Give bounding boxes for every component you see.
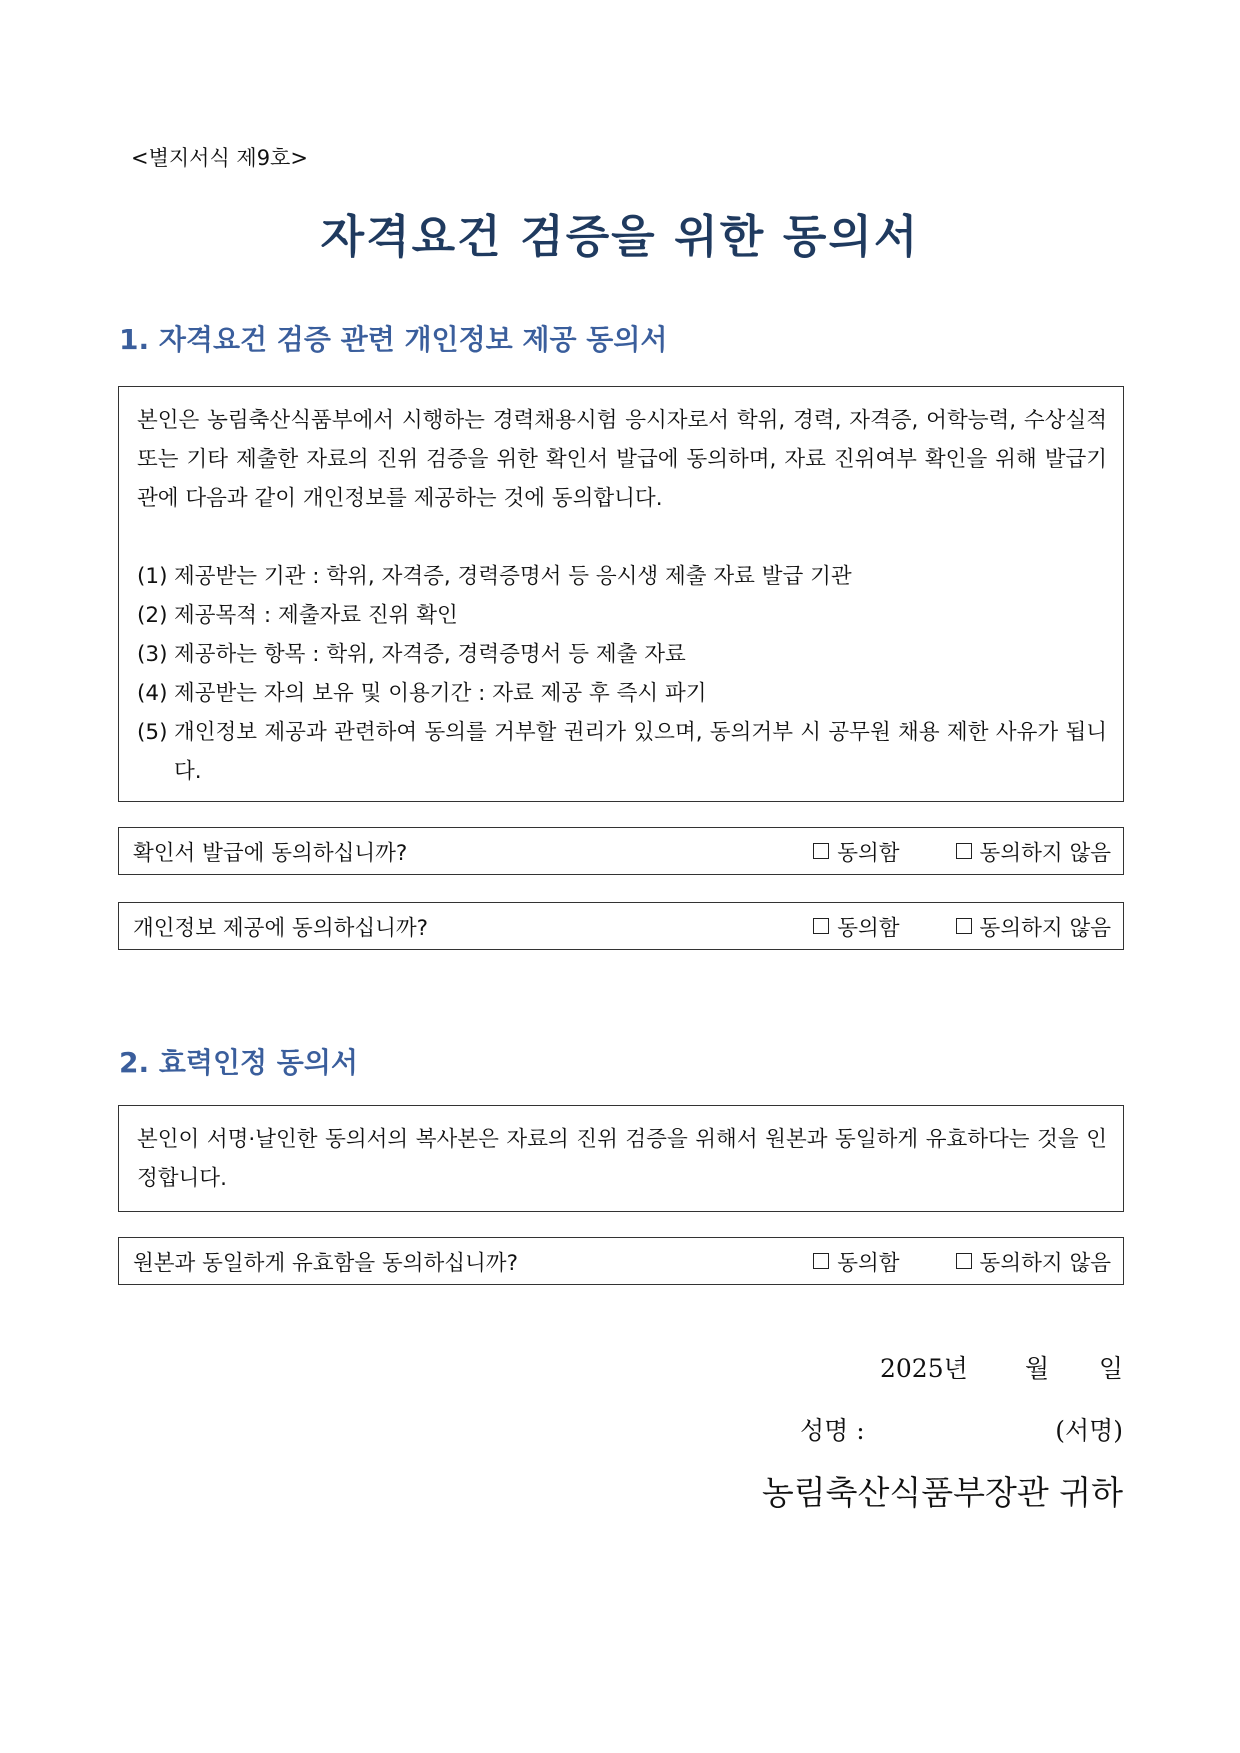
sign-label: (서명) xyxy=(1055,1416,1123,1445)
question-row-certificate xyxy=(118,827,1124,875)
list-item-text: 제공하는 항목 : 학위, 자격증, 경력증명서 등 제출 자료 xyxy=(174,642,686,667)
agree-option[interactable] xyxy=(813,836,899,867)
date-line xyxy=(880,1351,1123,1387)
list-item xyxy=(137,557,1107,596)
agree-option[interactable] xyxy=(813,911,899,942)
section-1-content-box xyxy=(118,386,1124,802)
list-item-number: (4) xyxy=(137,681,168,706)
list-item-number: (1) xyxy=(137,564,168,589)
list-item xyxy=(137,674,1107,713)
date-month: 월 xyxy=(1025,1354,1050,1383)
agree-checkbox[interactable] xyxy=(813,843,829,859)
page-title: 자격요건 검증을 위한 동의서 xyxy=(320,210,920,263)
agree-label: 동의함 xyxy=(837,1250,900,1276)
question-row-personal-info xyxy=(118,902,1124,950)
question-text: 개인정보 제공에 동의하십니까? xyxy=(133,915,429,941)
date-day: 일 xyxy=(1098,1354,1123,1383)
section-1-item-list xyxy=(137,557,1107,791)
list-item xyxy=(137,596,1107,635)
disagree-option[interactable] xyxy=(956,911,1111,942)
disagree-option[interactable] xyxy=(956,836,1111,867)
agree-checkbox[interactable] xyxy=(813,1253,829,1269)
list-item-number: (2) xyxy=(137,603,168,628)
question-row-validity xyxy=(118,1237,1124,1285)
list-item-number: (3) xyxy=(137,642,168,667)
disagree-checkbox[interactable] xyxy=(956,918,972,934)
list-item-text: 제공받는 자의 보유 및 이용기간 : 자료 제공 후 즉시 파기 xyxy=(174,681,707,706)
section-2-heading: 2. 효력인정 동의서 xyxy=(119,1046,358,1079)
disagree-checkbox[interactable] xyxy=(956,1253,972,1269)
section-1-intro: 본인은 농림축산식품부에서 시행하는 경력채용시험 응시자로서 학위, 경력, 자격증, 어학능력, 수상실적 또는 기타 제출한 자료의 진위 검증을 위한 확인서 발급에 동의하며, 자료 진위여부 확인을 위해 발급기관에 다음과 같이 개인정보를 제공하는 것에 동의합니다. xyxy=(137,408,1107,511)
section-2-intro: 본인이 서명·날인한 동의서의 복사본은 자료의 진위 검증을 위해서 원본과 동일하게 유효하다는 것을 인정합니다. xyxy=(137,1127,1107,1191)
name-label: 성명 : xyxy=(800,1416,865,1445)
signature-line xyxy=(800,1413,1123,1449)
section-2-content-box xyxy=(118,1105,1124,1212)
agree-label: 동의함 xyxy=(837,840,900,866)
addressee: 농림축산식품부장관 귀하 xyxy=(761,1473,1123,1512)
section-1-heading: 1. 자격요건 검증 관련 개인정보 제공 동의서 xyxy=(119,323,668,356)
disagree-label: 동의하지 않음 xyxy=(979,840,1111,866)
agree-label: 동의함 xyxy=(837,915,900,941)
agree-checkbox[interactable] xyxy=(813,918,829,934)
disagree-label: 동의하지 않음 xyxy=(979,915,1111,941)
list-item-number: (5) xyxy=(137,720,168,745)
question-text: 확인서 발급에 동의하십니까? xyxy=(133,840,408,866)
list-item xyxy=(137,635,1107,674)
disagree-checkbox[interactable] xyxy=(956,843,972,859)
date-year: 2025년 xyxy=(880,1354,968,1383)
form-number: <별지서식 제9호> xyxy=(131,146,308,170)
disagree-option[interactable] xyxy=(956,1246,1111,1277)
list-item-text: 제공목적 : 제출자료 진위 확인 xyxy=(174,603,458,628)
list-item-text: 제공받는 기관 : 학위, 자격증, 경력증명서 등 응시생 제출 자료 발급 기관 xyxy=(174,564,852,589)
list-item-text: 개인정보 제공과 관련하여 동의를 거부할 권리가 있으며, 동의거부 시 공무원 채용 제한 사유가 됩니다. xyxy=(174,720,1107,784)
disagree-label: 동의하지 않음 xyxy=(979,1250,1111,1276)
question-text: 원본과 동일하게 유효함을 동의하십니까? xyxy=(133,1250,518,1276)
agree-option[interactable] xyxy=(813,1246,899,1277)
list-item xyxy=(137,713,1107,791)
